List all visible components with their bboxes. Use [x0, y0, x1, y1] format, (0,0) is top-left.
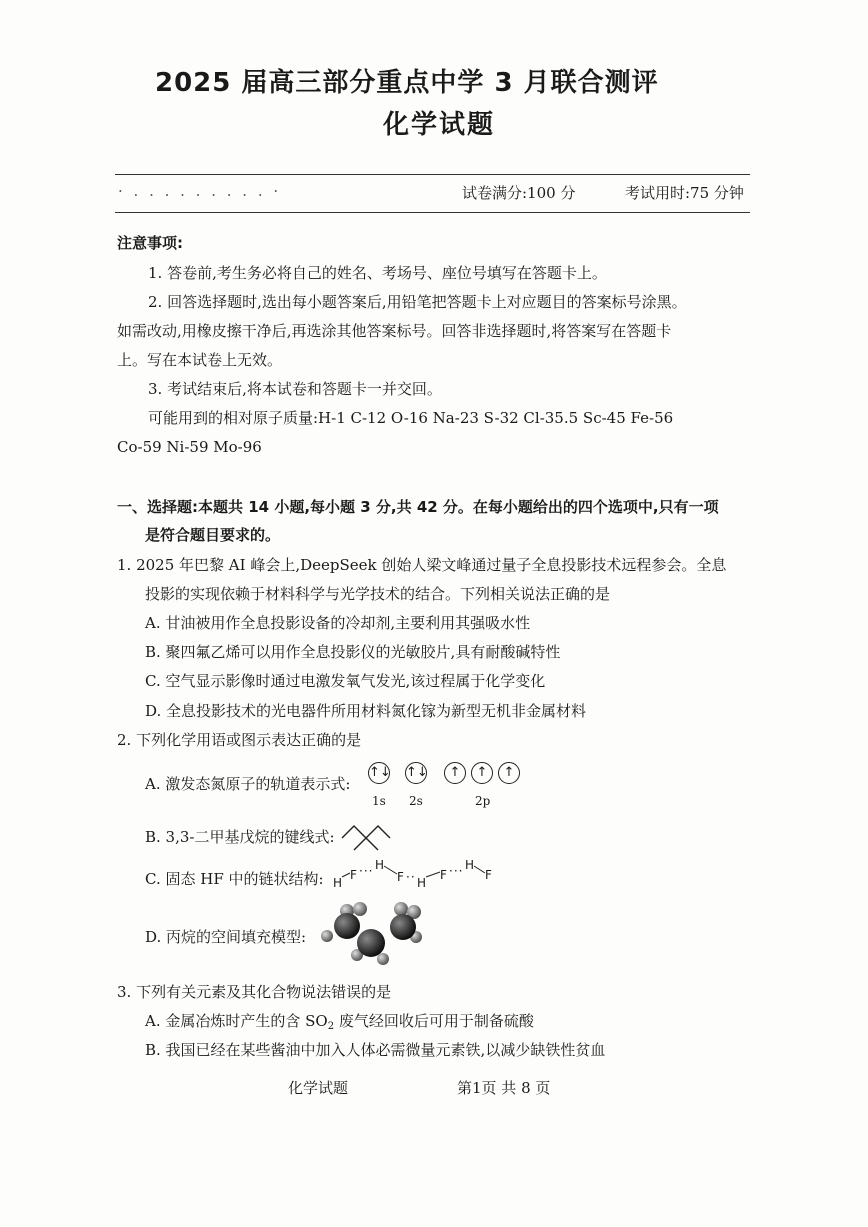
- notes-item-1: 1. 答卷前,考生务必将自己的姓名、考场号、座位号填写在答题卡上。: [148, 264, 607, 282]
- q3-option-b: B. 我国已经在某些酱油中加入人体必需微量元素铁,以减少缺铁性贫血: [145, 1041, 606, 1059]
- header-blank-fields: · . . . . . . . . . ·: [118, 182, 282, 200]
- q2-option-c: C. 固态 HF 中的链状结构:: [145, 870, 324, 888]
- hf-atom-h: H: [465, 858, 475, 872]
- hf-bond-lines: [340, 862, 500, 882]
- section-1-instructions-line-1: 一、选择题:本题共 14 小题,每小题 3 分,共 42 分。在每小题给出的四个选项中,只有一项: [117, 498, 719, 516]
- orbital-1s: ↑↓: [368, 762, 390, 784]
- skeletal-formula-3-3-dimethylpentane: [340, 820, 392, 854]
- footer-subject: 化学试题: [288, 1079, 349, 1097]
- hf-atom-h: H: [333, 876, 343, 890]
- orbital-label-2p: 2p: [475, 794, 491, 808]
- q2-stem: 2. 下列化学用语或图示表达正确的是: [117, 731, 362, 749]
- header-bottom-rule: [115, 212, 750, 213]
- q3-option-a-text-end: 废气经回收后可用于制备硫酸: [334, 1012, 534, 1030]
- orbital-label-2s: 2s: [409, 794, 423, 808]
- q2-option-a: A. 激发态氮原子的轨道表示式:: [145, 775, 351, 793]
- notes-item-3: 3. 考试结束后,将本试卷和答题卡一并交回。: [148, 380, 442, 398]
- q2-option-d: D. 丙烷的空间填充模型:: [145, 928, 307, 946]
- hf-atom-f: F: [485, 868, 492, 882]
- hf-hbond: ··: [406, 870, 416, 884]
- section-1-instructions-line-2: 是符合题目要求的。: [145, 526, 281, 544]
- q1-option-c: C. 空气显示影像时通过电激发氧气发光,该过程属于化学变化: [145, 672, 546, 690]
- q3-stem: 3. 下列有关元素及其化合物说法错误的是: [117, 983, 392, 1001]
- exam-score: 试卷满分:100 分: [462, 184, 576, 202]
- orbital-2p-x: ↑: [444, 762, 466, 784]
- exam-time: 考试用时:75 分钟: [625, 184, 744, 202]
- hf-atom-f: F: [397, 870, 404, 884]
- hf-hbond: ···: [449, 864, 464, 878]
- notes-item-2-line-1: 2. 回答选择题时,选出每小题答案后,用铅笔把答题卡上对应题目的答案标号涂黑。: [148, 293, 687, 311]
- notes-item-2-line-2: 如需改动,用橡皮擦干净后,再选涂其他答案标号。回答非选择题时,将答案写在答题卡: [117, 322, 672, 340]
- q1-stem-line-2: 投影的实现依赖于材料科学与光学技术的结合。下列相关说法正确的是: [145, 585, 611, 603]
- q1-stem-line-1: 1. 2025 年巴黎 AI 峰会上,DeepSeek 创始人梁文峰通过量子全息投影技术远程参会。全息: [117, 556, 727, 574]
- atomic-masses-line-2: Co-59 Ni-59 Mo-96: [117, 438, 262, 456]
- notes-heading: 注意事项:: [117, 234, 183, 252]
- notes-item-2-line-3: 上。写在本试卷上无效。: [117, 351, 283, 369]
- propane-space-filling-model: [315, 897, 425, 972]
- hf-atom-f: F: [350, 868, 357, 882]
- orbital-label-1s: 1s: [372, 794, 386, 808]
- orbital-2p-y: ↑: [471, 762, 493, 784]
- hf-atom-h: H: [375, 858, 385, 872]
- q1-option-d: D. 全息投影技术的光电器件所用材料氮化镓为新型无机非金属材料: [145, 702, 587, 720]
- hf-atom-f: F: [440, 868, 447, 882]
- q1-option-a: A. 甘油被用作全息投影设备的冷却剂,主要利用其强吸水性: [145, 614, 531, 632]
- header-top-rule: [115, 174, 750, 175]
- hf-atom-h: H: [417, 876, 427, 890]
- orbital-2s: ↑↓: [405, 762, 427, 784]
- q1-option-b: B. 聚四氟乙烯可以用作全息投影仪的光敏胶片,具有耐酸碱特性: [145, 643, 561, 661]
- q3-option-a: [145, 1011, 534, 1037]
- exam-title: 2025 届高三部分重点中学 3 月联合测评: [155, 68, 659, 98]
- orbital-2p-z: ↑: [498, 762, 520, 784]
- q3-option-a-subscript: 2: [327, 1021, 335, 1032]
- exam-subtitle: 化学试题: [383, 110, 496, 140]
- hf-hbond: ···: [359, 864, 374, 878]
- q3-option-a-text: A. 金属冶炼时产生的含 SO: [145, 1012, 328, 1030]
- footer-page-number: 第1页 共 8 页: [457, 1079, 551, 1097]
- q2-option-b: B. 3,3-二甲基戊烷的键线式:: [145, 828, 335, 846]
- atomic-masses-line-1: 可能用到的相对原子质量:H-1 C-12 O-16 Na-23 S-32 Cl-35.5 Sc-45 Fe-56: [148, 409, 674, 427]
